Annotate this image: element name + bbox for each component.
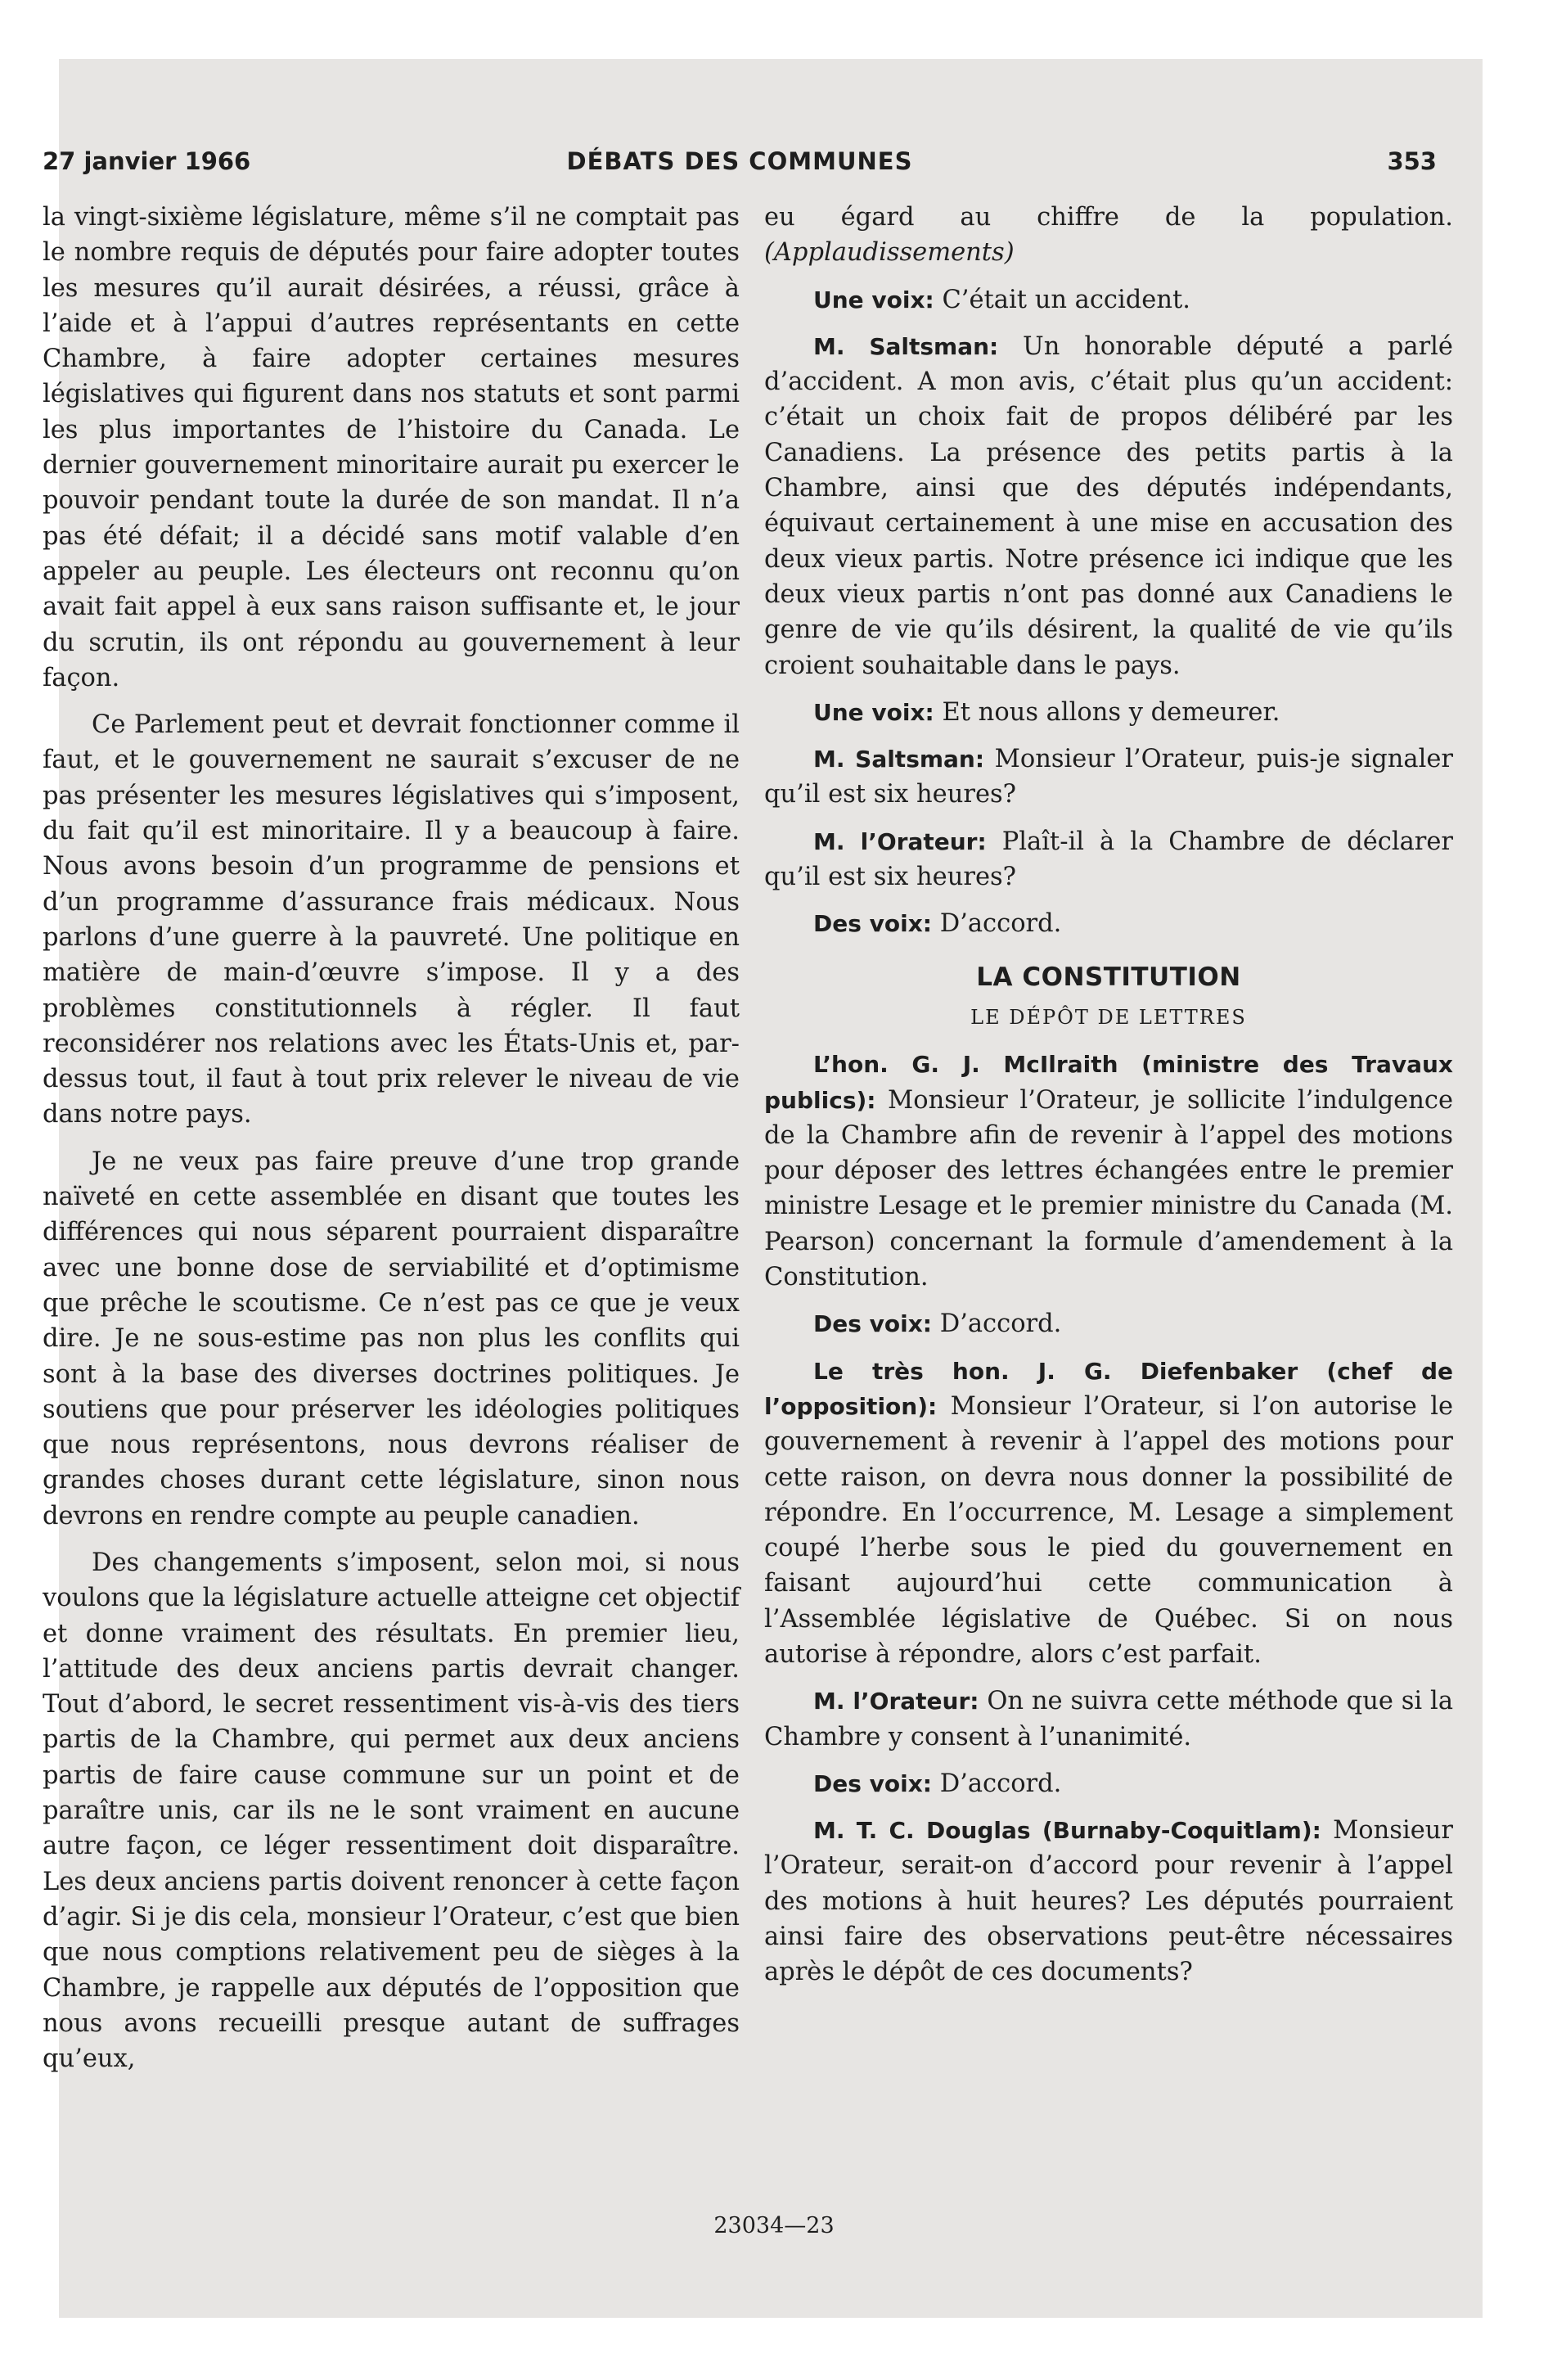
- speech-text: D’accord.: [932, 1309, 1062, 1339]
- paragraph: [764, 200, 1453, 271]
- section-title: LA CONSTITUTION: [976, 962, 1241, 992]
- speech-entry: [764, 1047, 1453, 1295]
- speaker-name: Des voix:: [813, 1310, 932, 1338]
- speech-text: Plaît-il à la Chambre de déclarer qu’il est six heures?: [764, 827, 1453, 892]
- speaker-name: M. l’Orateur:: [813, 827, 987, 855]
- speech-entry: [764, 1354, 1453, 1673]
- speech-text: Monsieur l’Orateur, serait-on d’accord pour revenir à l’appel des motions à huit heures? Les députés pourraient ainsi faire des observations peut-être nécessaires après le dépôt de ces documents?: [764, 1816, 1453, 1987]
- continued-text: eu égard au chiffre de la population.: [764, 203, 1453, 232]
- speech-entry: [764, 824, 1453, 895]
- paragraph: Ce Parlement peut et devrait fonctionner comme il faut, et le gouvernement ne saurait s’excuser de ne pas présenter les mesures législatives qui s’imposent, du fait qu’il est minoritaire. Il y a beaucoup à faire. Nous avons besoin d’un programme de pensions et d’un programme d’assurance frais médicaux. Nous parlons d’une guerre à la pauvreté. Une politique en matière de main-d’œuvre s’impose. Il y a des problèmes constitutionnels à régler. Il faut reconsidérer nos relations avec les États-Unis et, par-dessus tout, il faut à tout prix relever le niveau de vie dans notre pays.: [43, 710, 740, 1129]
- speech-entry: [764, 1306, 1453, 1341]
- speech-text: D’accord.: [932, 1769, 1062, 1798]
- speech-text: Monsieur l’Orateur, je sollicite l’indulgence de la Chambre afin de revenir à l’appel des motions pour déposer des lettres échangées entre le premier ministre Lesage et le premier ministre du Canada (M. Pearson) concernant la formule d’amendement à la Constitution.: [764, 1085, 1453, 1292]
- speaker-name: Une voix:: [813, 286, 934, 313]
- speaker-name: Des voix:: [813, 910, 932, 938]
- speaker-name: L’hon. G. J. McIlraith (ministre des Travaux publics):: [764, 1051, 1453, 1114]
- speech-text: On ne suivra cette méthode que si la Chambre y consent à l’unanimité.: [764, 1687, 1453, 1751]
- running-header: [43, 141, 1437, 182]
- applause-note: (Applaudissements): [764, 238, 1015, 268]
- speaker-name: M. l’Orateur:: [813, 1688, 979, 1715]
- speech-entry: [764, 741, 1453, 813]
- speech-entry: [764, 906, 1453, 941]
- paragraph: la vingt-sixième législature, même s’il ne comptait pas le nombre requis de députés pour faire adopter toutes les mesures qu’il aurait désirées, a réussi, grâce à l’aide et à l’appui d’autres représentants en cette Chambre, à faire adopter certaines mesures législatives qui figurent dans nos statuts et sont parmi les plus importantes de l’histoire du Canada. Le dernier gouvernement minoritaire aurait pu exercer le pouvoir pendant toute la durée de son mandat. Il n’a pas été défait; il a décidé sans motif valable d’en appeler au peuple. Les électeurs ont reconnu qu’on avait fait appel à eux sans raison suffisante et, le jour du scrutin, ils ont répondu au gouvernement à leur façon.: [43, 203, 740, 692]
- speech-text: C’était un accident.: [934, 285, 1190, 314]
- left-column: [43, 200, 740, 2088]
- speaker-name: M. T. C. Douglas (Burnaby-Coquitlam):: [813, 1817, 1321, 1845]
- speaker-name: M. Saltsman:: [813, 332, 999, 360]
- speech-text: Et nous allons y demeurer.: [934, 697, 1280, 727]
- speaker-name: Le très hon. J. G. Diefenbaker (chef de l’opposition):: [764, 1357, 1453, 1420]
- speaker-name: Une voix:: [813, 698, 934, 726]
- paragraph: Des changements s’imposent, selon moi, si nous voulons que la législature actuelle atteigne cet objectif et donne vraiment des résultats. En premier lieu, l’attitude des deux anciens partis devrait changer. Tout d’abord, le secret ressentiment vis-à-vis des tiers partis de la Chambre, qui permet aux deux anciens partis de faire cause commune sur un point et de paraître unis, car ils ne le sont vraiment en aucune autre façon, ce léger ressentiment doit disparaître. Les deux anciens partis doivent renoncer à cette façon d’agir. Si je dis cela, monsieur l’Orateur, c’est que bien que nous comptions relativement peu de sièges à la Chambre, je rappelle aux députés de l’opposition que nous avons recueilli presque autant de suffrages qu’eux,: [43, 1548, 740, 2074]
- speaker-name: M. Saltsman:: [813, 746, 985, 773]
- speaker-name: Des voix:: [813, 1769, 932, 1797]
- speech-text: Un honorable député a parlé d’accident. A mon avis, c’était plus qu’un accident: c’était un choix fait de propos délibéré par les Canadiens. La présence des petits partis à la Chambre, ainsi que des députés indépendants, équivaut certainement à une mise en accusation des deux vieux partis. Notre présence ici indique que les deux vieux partis n’ont pas donné aux Canadiens le genre de vie qu’ils désirent, la qualité de vie qu’ils croient souhaitable dans le pays.: [764, 331, 1453, 680]
- page-number: 353: [1387, 147, 1437, 175]
- header-title: DÉBATS DES COMMUNES: [566, 147, 913, 175]
- speech-text: Monsieur l’Orateur, puis-je signaler qu’il est six heures?: [764, 745, 1453, 809]
- right-column: [764, 200, 1453, 2002]
- speech-entry: [764, 282, 1453, 318]
- speech-text: Monsieur l’Orateur, si l’on autorise le gouvernement à revenir à l’appel des motions pour cette raison, on devra nous donner la possibilité de répondre. En l’occurrence, M. Lesage a simplement coupé l’herbe sous le pied du gouvernement en faisant aujourd’hui cette communication à l’Assemblée législative de Québec. Si on nous autorise à répondre, alors c’est parfait.: [764, 1391, 1453, 1669]
- speech-entry: [764, 1684, 1453, 1755]
- section-subtitle: LE DÉPÔT DE LETTRES: [970, 1005, 1247, 1029]
- header-date: 27 janvier 1966: [43, 147, 251, 175]
- printer-signature: 23034—23: [713, 2213, 835, 2238]
- speech-entry: [764, 1813, 1453, 1990]
- speech-entry: [764, 695, 1453, 730]
- paragraph: Je ne veux pas faire preuve d’une trop grande naïveté en cette assemblée en disant que toutes les différences qui nous séparent pourraient disparaître avec une bonne dose de serviabilité et d’optimisme que prêche le scoutisme. Ce n’est pas ce que je veux dire. Je ne sous-estime pas non plus les conflits qui sont à la base des diverses doctrines politiques. Je soutiens que pour préserver les idéologies politiques que nous représentons, nous devrons réaliser de grandes choses durant cette législature, sinon nous devrons en rendre compte au peuple canadien.: [43, 1147, 740, 1530]
- speech-entry: [764, 1766, 1453, 1801]
- speech-text: D’accord.: [932, 909, 1062, 939]
- speech-entry: [764, 329, 1453, 683]
